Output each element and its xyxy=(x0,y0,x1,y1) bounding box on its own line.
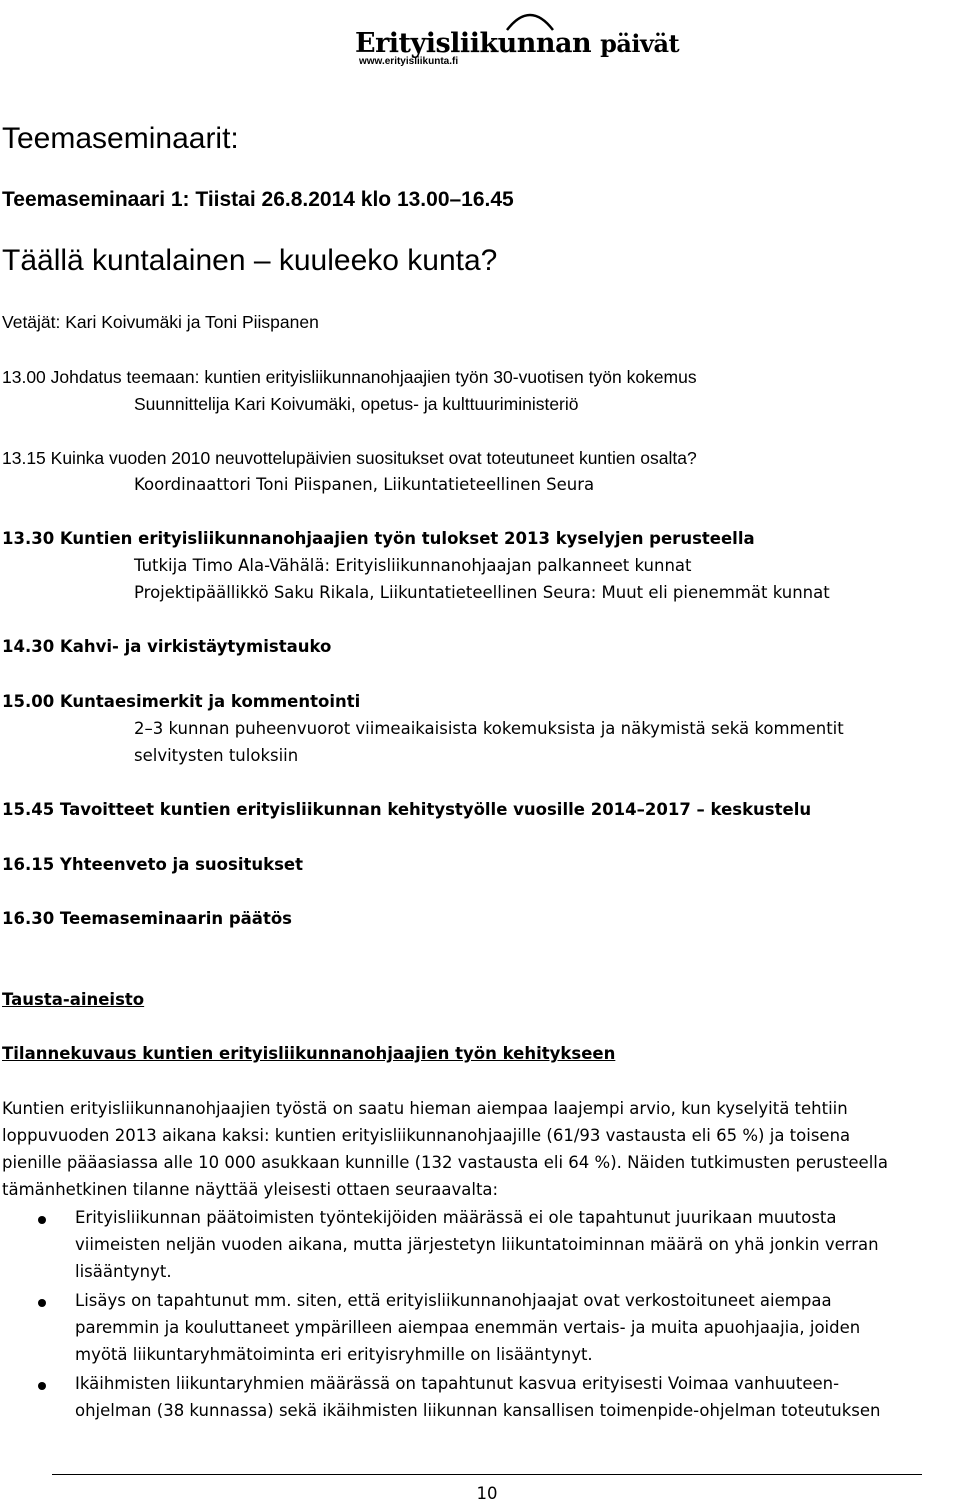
bullet-1-line: viimeisten neljän vuoden aikana, mutta järjestetyn liikuntatoiminnan määrä on yhä jonkin verran xyxy=(75,1235,879,1254)
program-item-1330-speaker-1: Tutkija Timo Ala-Vähälä: Erityisliikunnanohjaajan palkanneet kunnat xyxy=(134,556,692,575)
bullet-icon xyxy=(38,1382,46,1390)
background-paragraph-line: pienille pääasiassa alle 10 000 asukkaan kunnille (132 vastausta eli 64 %). Näiden tutkimusten perusteella xyxy=(2,1153,888,1172)
program-item-1300-speaker: Suunnittelija Kari Koivumäki, opetus- ja kulttuuriministeriö xyxy=(134,394,579,414)
seminar-leaders: Vetäjät: Kari Koivumäki ja Toni Piispanen xyxy=(2,312,319,332)
bullet-3-line: Ikäihmisten liikuntaryhmien määrässä on tapahtunut kasvua erityisesti Voimaa vanhuuteen- xyxy=(75,1374,840,1393)
bullet-1-line: Erityisliikunnan päätoimisten työntekijöiden määrässä ei ole tapahtunut juurikaan muutosta xyxy=(75,1208,837,1227)
bullet-3-line: ohjelman (38 kunnassa) sekä ikäihmisten liikunnan kansallisen toimenpide-ohjelman toteutuksen xyxy=(75,1401,881,1420)
background-heading: Tausta-aineisto xyxy=(2,990,145,1009)
seminar-heading: Teemaseminaari 1: Tiistai 26.8.2014 klo 13.00–16.45 xyxy=(2,188,514,211)
background-paragraph-line: loppuvuoden 2013 aikana kaksi: kuntien erityisliikunnanohjaajille (61/93 vastausta eli 65 %) ja toisena xyxy=(2,1126,851,1145)
program-item-1630: 16.30 Teemaseminaarin päätös xyxy=(2,909,292,928)
logo-text: Erityisliikunnan päivät xyxy=(355,28,680,59)
program-item-1500-desc-2: selvitysten tuloksiin xyxy=(134,746,299,765)
program-item-1330: 13.30 Kuntien erityisliikunnanohjaajien työn tulokset 2013 kyselyjen perusteella xyxy=(2,529,755,548)
page-title: Teemaseminaarit: xyxy=(2,122,239,155)
program-item-1500: 15.00 Kuntaesimerkit ja kommentointi xyxy=(2,692,361,711)
background-subheading: Tilannekuvaus kuntien erityisliikunnanohjaajien työn kehitykseen xyxy=(2,1044,616,1063)
background-paragraph-line: Kuntien erityisliikunnanohjaajien työstä on saatu hieman aiempaa laajempi arvio, kun kyselyitä tehtiin xyxy=(2,1099,848,1118)
program-item-1545: 15.45 Tavoitteet kuntien erityisliikunnan kehitystyölle vuosille 2014–2017 – keskustelu xyxy=(2,800,812,819)
bullet-icon xyxy=(38,1299,46,1307)
program-item-1330-speaker-2: Projektipäällikkö Saku Rikala, Liikuntatieteellinen Seura: Muut eli pienemmät kunnat xyxy=(134,583,830,602)
program-item-1315-speaker: Koordinaattori Toni Piispanen, Liikuntatieteellinen Seura xyxy=(134,475,595,494)
bullet-2-line: myötä liikuntaryhmätoiminta eri erityisryhmille on lisääntynyt. xyxy=(75,1345,593,1364)
program-item-1315: 13.15 Kuinka vuoden 2010 neuvottelupäivien suositukset ovat toteutuneet kuntien osalta? xyxy=(2,448,697,468)
program-item-1300: 13.00 Johdatus teemaan: kuntien erityisliikunnanohjaajien työn 30-vuotisen työn kokemus xyxy=(2,367,697,387)
page-number: 10 xyxy=(476,1484,498,1503)
footer-divider xyxy=(52,1474,922,1475)
seminar-topic: Täällä kuntalainen – kuuleeko kunta? xyxy=(2,244,498,277)
background-paragraph-line: tämänhetkinen tilanne näyttää yleisesti ottaen seuraavalta: xyxy=(2,1180,499,1199)
bullet-1-line: lisääntynyt. xyxy=(75,1262,172,1281)
program-item-1500-desc-1: 2–3 kunnan puheenvuorot viimeaikaisista kokemuksista ja näkymistä sekä kommentit xyxy=(134,719,844,738)
bullet-2-line: Lisäys on tapahtunut mm. siten, että erityisliikunnanohjaajat ovat verkostoituneet aiempaa xyxy=(75,1291,832,1310)
logo-url: www.erityisliikunta.fi xyxy=(359,56,459,67)
program-item-1430: 14.30 Kahvi- ja virkistäytymistauko xyxy=(2,637,332,656)
logo xyxy=(355,6,680,68)
program-item-1615: 16.15 Yhteenveto ja suositukset xyxy=(2,855,303,874)
bullet-2-line: paremmin ja kouluttaneet ympärilleen aiempaa enemmän vertais- ja muita apuohjaajia, joiden xyxy=(75,1318,861,1337)
bullet-icon xyxy=(38,1216,46,1224)
